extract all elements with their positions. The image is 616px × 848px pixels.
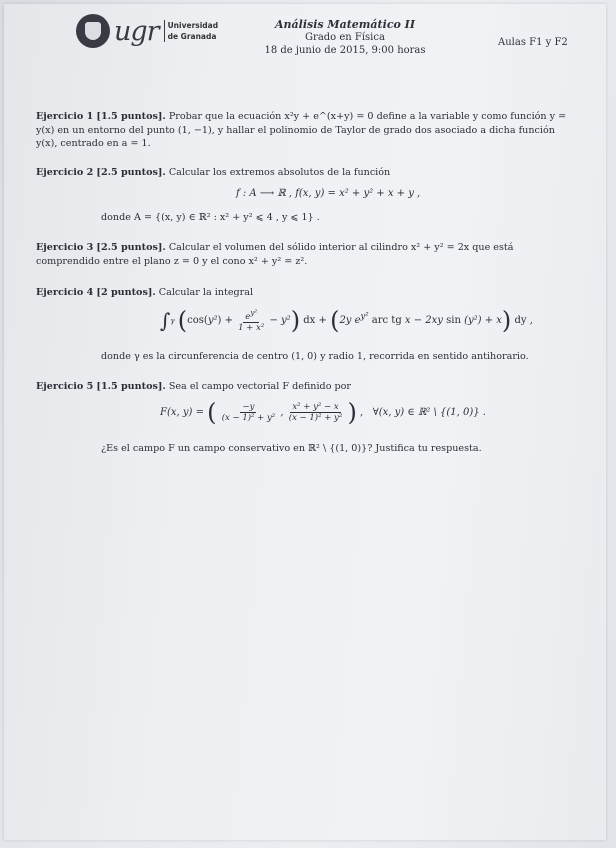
- exercise-3: Ejercicio 3 [2.5 puntos]. Calcular el volumen del sólido interior al cilindro x² + y² = 2x que está comprendido entre el plano z = 0 y el cono x² + y² = z².: [36, 242, 514, 267]
- exercise-5-question: ¿Es el campo F un campo conservativo en ℝ² \ {(1, 0)}? Justifica tu respuesta.: [101, 443, 482, 454]
- university-name: Universidad de Granada: [164, 20, 219, 42]
- exercise-4-integral: ∫γ (cos(y²) + $\frac{e^{y^2}}{\text{1 + x²}}$ − y²) dx + (2y $e^{y^2}$ arc tg x − 2xy sin (y²) + x) dy ,: [160, 306, 533, 335]
- exercise-1: Ejercicio 1 [1.5 puntos]. Probar que la ecuación x²y + e^(x+y) = 0 define a la variable y como función y = y(x) en un entorno del punto (1, −1), y hallar el polinomio de Taylor de grado dos asociado a dicha función y(x), centrado en a = 1.: [36, 111, 567, 149]
- exercise-4: Ejercicio 4 [2 puntos]. Calcular la integral: [36, 287, 254, 298]
- degree: Grado en Física: [305, 32, 385, 43]
- exercise-5: Ejercicio 5 [1.5 puntos]. Sea el campo vectorial F definido por: [36, 381, 352, 392]
- rooms: Aulas F1 y F2: [498, 37, 568, 48]
- exam-date: 18 de junio de 2015, 9:00 horas: [264, 45, 426, 56]
- exercise-2-formula: f : A ⟶ ℝ , f(x, y) = x² + y² + x + y ,: [236, 188, 421, 199]
- exercise-5-field: F(x, y) = ( $\frac{-y}{\text{(x − 1)² + y²}}$ , $\frac{\text{x² + y² − x}}{\text{(x − 1)² + y²}}$ ) , ∀(x, y) ∈ ℝ² \ {(1, 0)} .: [160, 398, 486, 427]
- logo-text: ugr: [114, 15, 159, 47]
- course-info: [240, 18, 450, 57]
- exercise-4-curve: donde γ es la circunferencia de centro (1, 0) y radio 1, recorrida en sentido antihorario.: [101, 351, 529, 362]
- university-logo: [76, 14, 218, 48]
- header: [0, 0, 616, 70]
- seal-icon: [76, 14, 110, 48]
- course-title: Análisis Matemático II: [275, 18, 415, 31]
- exercise-2-domain: donde A = {(x, y) ∈ ℝ² : x² + y² ⩽ 4 , y ⩽ 1} .: [101, 212, 320, 223]
- exercise-2: Ejercicio 2 [2.5 puntos]. Calcular los extremos absolutos de la función: [36, 167, 391, 178]
